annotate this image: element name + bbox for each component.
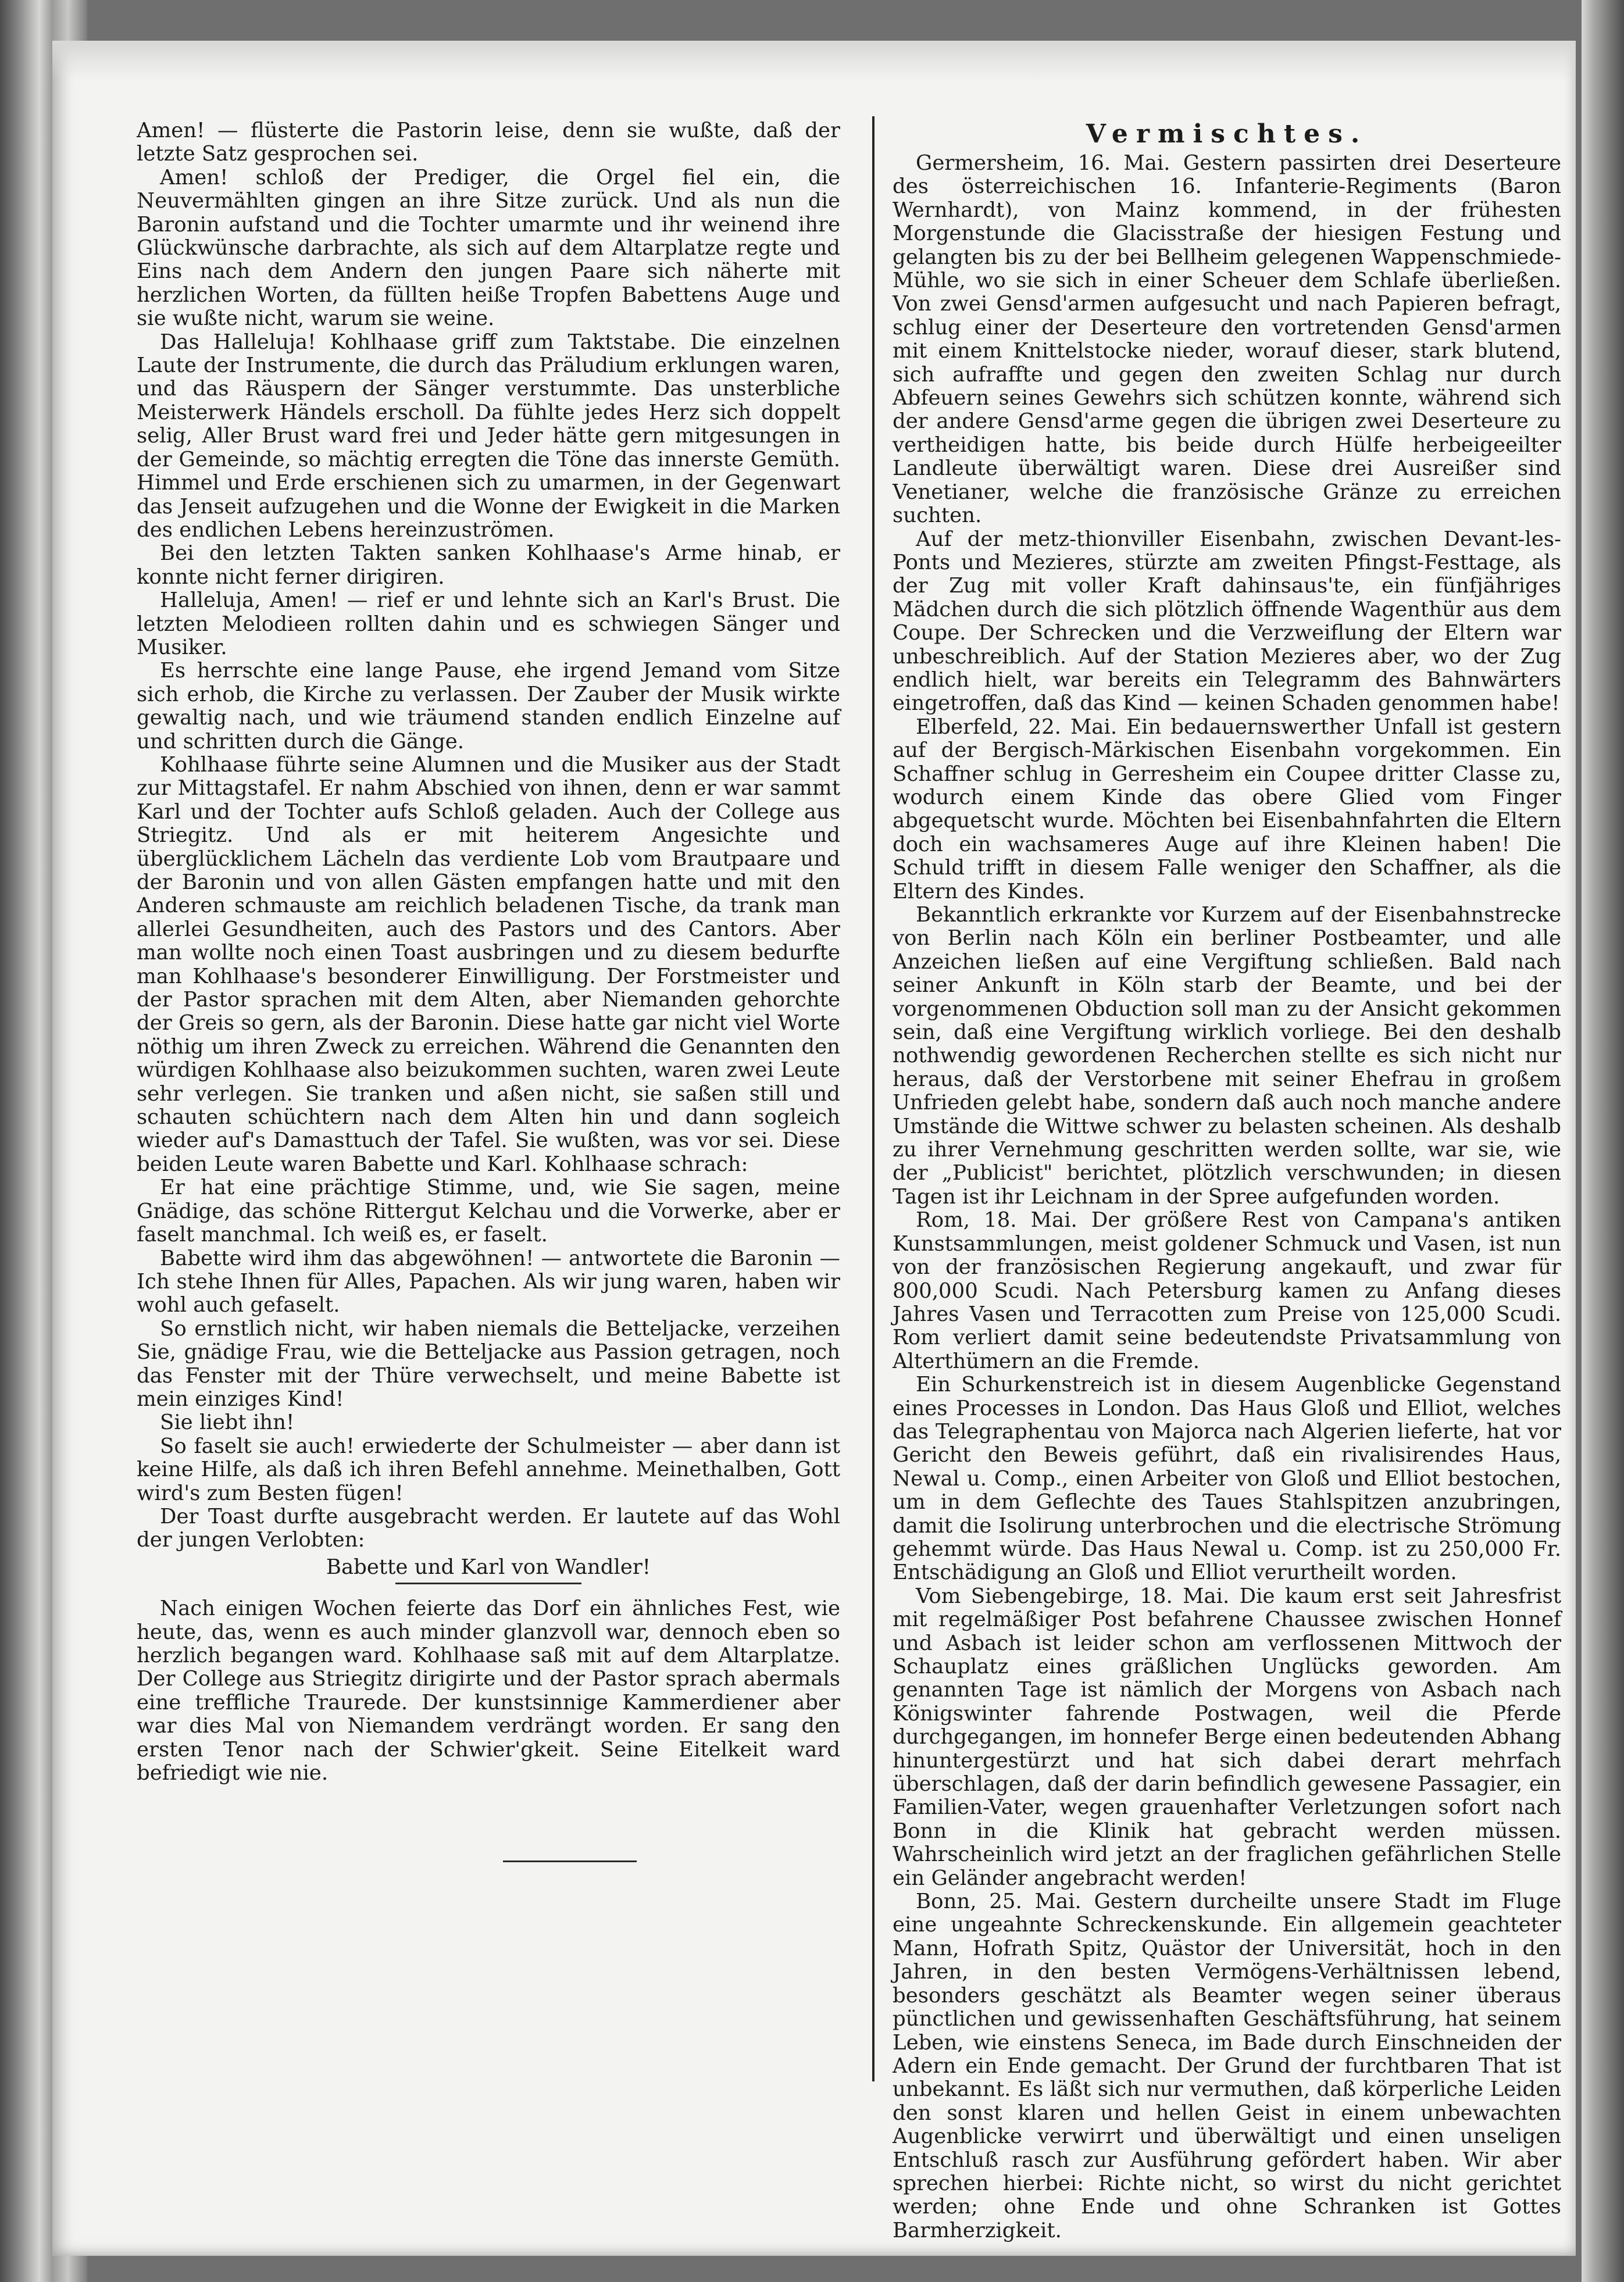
column-divider [872,116,875,2081]
toast-line: Babette und Karl von Wandler! [326,1555,651,1579]
story-paragraph: Es herrschte eine lange Pause, ehe irgend Jemand vom Sitze sich erhob, die Kirche zu verlassen. Der Zauber der Musik wirkte gewaltig nach, und wie träumend standen endlich Einzelne auf und schritten durch die Gänge. [137,659,840,753]
story-paragraph: Halleluja, Amen! — rief er und lehnte sich an Karl's Brust. Die letzten Melodieen rollten dahin und es schwiegen Sänger und Musiker. [137,588,840,659]
news-item: Bekanntlich erkrankte vor Kurzem auf der Eisenbahnstrecke von Berlin nach Köln ein berliner Postbeamter, und alle Anzeichen ließen auf eine Vergiftung schließen. Bald nach seiner Ankunft in Köln starb der Beamte, und bei der vorgenommenen Obduction soll man zu der Ansicht gekommen sein, daß eine Vergiftung wirklich vorliege. Bei den deshalb nothwendig gewordenen Recherchen stellte es sich nicht nur heraus, daß der Verstorbene mit seiner Ehefrau in großem Unfrieden gelebt habe, sondern daß auch noch manche andere Umstände die Wittwe schwer zu belasten scheinen. Als deshalb zu ihrer Vernehmung geschritten werden sollte, war sie, wie der „Publicist" berichtet, plötzlich verschwunden; in diesen Tagen ist ihr Leichnam in der Spree aufgefunden worden. [893,903,1561,1209]
news-item: Germersheim, 16. Mai. Gestern passirten drei Deserteure des österreichischen 16. Infanterie-Regiments (Baron Wernhardt), von Mainz kommend, in der frühesten Morgenstunde die Glacisstraße der hiesigen Festung und gelangten bis zu der bei Bellheim gelegenen Wappenschmiede-Mühle, wo sie sich in einer Scheuer dem Schlafe überließen. Von zwei Gensd'armen aufgesucht und nach Papieren befragt, schlug einer der Deserteure den vortretenden Gensd'armen mit einem Knittelstocke nieder, worauf dieser, stark blutend, sich aufraffte und gegen den zweiten Schlag nur durch Abfeuern seines Gewehrs sich schützen konnte, während sich der andere Gensd'arme gegen die übrigen zwei Deserteure zu vertheidigen hatte, bis beide durch Hülfe herbeigeeilter Landleute überwältigt waren. Diese drei Ausreißer sind Venetianer, welche die französische Gränze zu erreichen suchten. [893,151,1561,528]
story-paragraph: Er hat eine prächtige Stimme, und, wie Sie sagen, meine Gnädige, das schöne Rittergut Kelchau und die Vorwerke, aber er faselt manchmal. Ich weiß es, er faselt. [137,1176,840,1247]
story-paragraph: Sie liebt ihn! [160,1410,295,1435]
story-paragraph: Der Toast durfte ausgebracht werden. Er lautete auf das Wohl der jungen Verlobten: [137,1504,840,1552]
story-paragraph: Amen! schloß der Prediger, die Orgel fiel ein, die Neuvermählten gingen an ihre Sitze zurück. Und als nun die Baronin aufstand und die Tochter umarmte und ihr weinend ihre Glückwünsche darbrachte, als sich auf dem Altarplatze regte und Eins nach dem Andern den jungen Paare sich näherte mit herzlichen Worten, da füllten heiße Tropfen Babettens Auge und sie wußte nicht, warum sie weine. [137,165,840,331]
story-paragraph: Das Halleluja! Kohlhaase griff zum Taktstabe. Die einzelnen Laute der Instrumente, die durch das Präludium erklungen waren, und das Räuspern der Sänger verstummte. Das unsterbliche Meisterwerk Händels erscholl. Da fühlte jedes Herz sich doppelt selig, Aller Brust ward frei und Jeder hätte gern mitgesungen in der Gemeinde, so mächtig erregten die Töne das innerste Gemüth. Himmel und Erde erschienen sich zu umarmen, in der Gegenwart das Jenseit aufzugehen und die Wonne der Ewigkeit in die Marken des endlichen Lebens hereinzuströmen. [137,330,840,542]
news-item: Rom, 18. Mai. Der größere Rest von Campana's antiken Kunstsammlungen, meist goldener Schmuck und Vasen, ist nun von der französischen Regierung angekauft, und zwar für 800,000 Scudi. Nach Petersburg kamen zu Anfang dieses Jahres Vasen und Terracotten zum Preise von 125,000 Scudi. Rom verliert damit seine bedeutendste Privatsammlung von Alterthümern an die Fremde. [893,1208,1561,1373]
story-paragraph: Bei den letzten Takten sanken Kohlhaase's Arme hinab, er konnte nicht ferner dirigiren. [137,541,840,589]
story-paragraph: So faselt sie auch! erwiederte der Schulmeister — aber dann ist keine Hilfe, als daß ich ihren Befehl annehme. Meinethalben, Gott wird's zum Besten fügen! [137,1434,840,1505]
news-item: Auf der metz-thionviller Eisenbahn, zwischen Devant-les-Ponts und Mezieres, stürzte am zweiten Pfingst-Festtage, als der Zug mit voller Kraft dahinsaus'te, ein fünfjähriges Mädchen durch die sich plötzlich öffnende Wagenthür aus dem Coupe. Der Schrecken und die Verzweiflung der Eltern war unbeschreiblich. Auf der Station Mezieres aber, wo der Zug endlich hielt, war bereits ein Telegramm des Bahnwärters eingetroffen, daß das Kind — keinen Schaden genommen habe! [893,527,1561,716]
story-closing-paragraph: Nach einigen Wochen feierte das Dorf ein ähnliches Fest, wie heute, das, wenn es auch minder glanzvoll war, dennoch eben so herzlich begangen ward. Kohlhaase saß mit auf dem Altarplatze. Der College aus Striegitz dirigirte und der Pastor sprach abermals eine treffliche Traurede. Der kunstsinnige Kammerdiener aber war dies Mal von Niemandem verdrängt worden. Er sang den ersten Tenor nach der Schwier'gkeit. Seine Eitelkeit ward befriedigt wie nie. [137,1597,840,1785]
story-paragraph: Kohlhaase führte seine Alumnen und die Musiker aus der Stadt zur Mittagstafel. Er nahm Abschied von ihnen, denn er war sammt Karl und der Tochter aufs Schloß geladen. Auch der College aus Striegitz. Und als er mit heiterem Angesichte und überglücklichem Lächeln das verdiente Lob vom Brautpaare und der Baronin und von allen Gästen empfangen hatte und mit den Anderen schmauste am reichlich beladenen Tische, da trank man allerlei Gesundheiten, auch des Pastors und des Cantors. Aber man wollte noch einen Toast ausbringen und zu diesem bedurfte man Kohlhaase's besonderer Einwilligung. Der Forstmeister und der Pastor sprachen mit dem Alten, aber Niemanden gehorchte der Greis so gern, als der Baronin. Diese hatte gar nicht viel Worte nöthig um ihren Zweck zu erreichen. Während die Genannten den würdigen Kohlhaase also beizukommen suchten, waren zwei Leute sehr verlegen. Sie tranken und aßen nicht, sie saßen still und schauten schüchtern nach dem Alten hin und dann sogleich wieder auf's Damasttuch der Tafel. Sie wußten, was vor sei. Diese beiden Leute waren Babette und Karl. Kohlhaase schrach: [137,752,840,1176]
story-paragraph: So ernstlich nicht, wir haben niemals die Betteljacke, verzeihen Sie, gnädige Frau, wie die Betteljacke aus Passion getragen, noch das Fenster mit der Thüre verwechselt, und meine Babette ist mein einziges Kind! [137,1316,840,1411]
news-item: Elberfeld, 22. Mai. Ein bedauernswerther Unfall ist gestern auf der Bergisch-Märkischen Eisenbahn vorgekommen. Ein Schaffner schlug in Gerresheim ein Coupee dritter Classe zu, wodurch einem Kinde das obere Glied vom Finger abgequetscht wurde. Möchten bei Eisenbahnfahrten die Eltern doch ein wachsameres Auge auf ihre Kleinen haben! Die Schuld trifft in diesem Falle weniger den Schaffner, als die Eltern des Kindes. [893,715,1561,903]
book-binding-shadow [1582,0,1624,2282]
left-column [137,119,840,1862]
toast-underline [395,1583,581,1584]
news-item: Bonn, 25. Mai. Gestern durcheilte unsere Stadt im Fluge eine ungeahnte Schreckenskunde. Ein allgemein geachteter Mann, Hofrath Spitz, Quästor der Universität, hoch in den Jahren, in den besten Vermögens-Verhältnissen lebend, besonders geschätzt als Beamter wegen seiner überaus pünctlichen und gewissenhaften Geschäftsführung, hat seinem Leben, wie einstens Seneca, im Bade durch Einschneiden der Adern ein Ende gemacht. Der Grund der furchtbaren That ist unbekannt. Es läßt sich nur vermuthen, daß körperliche Leiden den sonst klaren und hellen Geist in einem unbewachten Augenblicke verwirrt und überwältigt und einen unseligen Entschluß rasch zur Ausführung gefördert haben. Wir aber sprechen hierbei: Richte nicht, so wirst du nicht gerichtet werden; ohne Ende und ohne Schranken ist Gottes Barmherzigkeit. [893,1890,1561,2242]
story-paragraph: Amen! — flüsterte die Pastorin leise, denn sie wußte, daß der letzte Satz gesprochen sei. [137,119,840,166]
section-title: Vermischtes. [1086,119,1368,149]
story-end-rule [503,1860,637,1862]
story-paragraph: Babette wird ihm das abgewöhnen! — antwortete die Baronin — Ich stehe Ihnen für Alles, Papachen. Als wir jung waren, haben wir wohl auch gefaselt. [137,1246,840,1317]
news-item: Ein Schurkenstreich ist in diesem Augenblicke Gegenstand eines Processes in London. Das Haus Gloß und Elliot, welches das Telegraphentau von Majorca nach Algerien lieferte, hat vor Gericht den Beweis geführt, daß ein rivalisirendes Haus, Newal u. Comp., einen Arbeiter von Gloß und Elliot bestochen, um in dem Geflechte des Taues Stahlspitzen anzubringen, damit die Isolirung unterbrochen und die electrische Strömung gehemmt würde. Das Haus Newal u. Comp. ist zu 250,000 Fr. Entschädigung an Gloß und Elliot verurtheilt worden. [893,1373,1561,1585]
right-column [893,119,1561,2242]
news-item: Vom Siebengebirge, 18. Mai. Die kaum erst seit Jahresfrist mit regelmäßiger Post befahrene Chaussee zwischen Honnef und Asbach ist leider schon am verflossenen Mittwoch der Schauplatz eines gräßlichen Unglücks geworden. Am genannten Tage ist nämlich der Morgens von Asbach nach Königswinter fahrende Postwagen, weil die Pferde durchgegangen, im honnefer Berge einen bedeutenden Abhang hinuntergestürzt und hat sich dabei derart mehrfach überschlagen, daß der darin befindlich gewesene Passagier, ein Familien-Vater, wegen grauenhafter Verletzungen sofort nach Bonn in die Klinik hat gebracht werden müssen. Wahrscheinlich wird jetzt an der fraglichen gefährlichen Stelle ein Geländer angebracht werden! [893,1584,1561,1890]
